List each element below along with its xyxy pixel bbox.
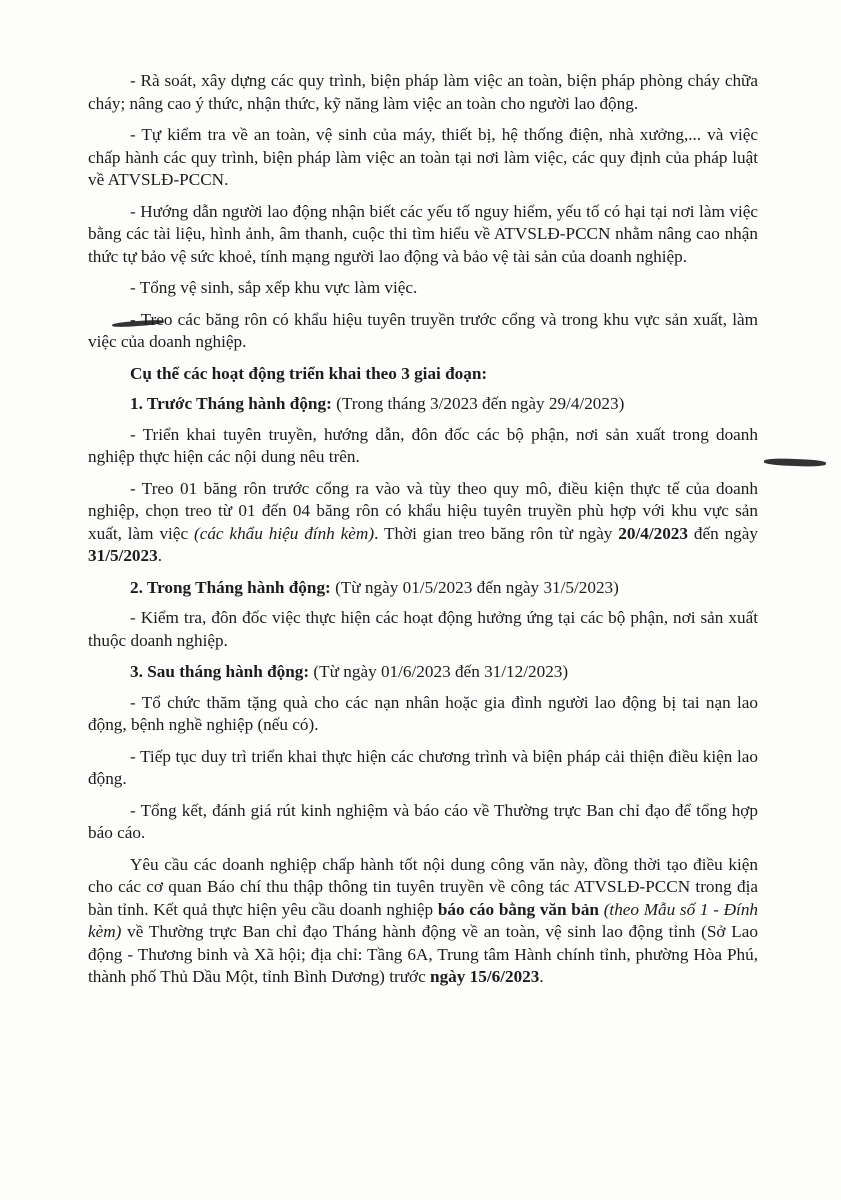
phase1-p2-date-start: 20/4/2023 bbox=[618, 523, 688, 543]
phase1-p2-text-c: đến ngày bbox=[687, 523, 758, 543]
closing-text-a: Yêu cầu các doanh nghiệp chấp hành tốt nội dung công văn này, đồng thời tạo điều kiện cho các cơ quan Báo chí thu thập thông tin tuyên truyền về công tác ATVSLĐ-PCCN trong địa bàn tỉnh. Kết quả thực hiện yêu cầu doanh nghiệp bbox=[88, 854, 758, 919]
paragraph-self-inspection: - Tự kiểm tra về an toàn, vệ sinh của máy, thiết bị, hệ thống điện, nhà xưởng,... và việc chấp hành các quy trình, biện pháp làm việc an toàn tại nơi làm việc, các quy định của pháp luật về ATVSLĐ-PCCN. bbox=[88, 125, 758, 189]
phase2-paragraph-1: - Kiểm tra, đôn đốc việc thực hiện các hoạt động hưởng ứng tại các bộ phận, nơi sản xuất thuộc doanh nghiệp. bbox=[88, 608, 758, 650]
closing-bold-report: báo cáo bằng văn bản bbox=[437, 899, 599, 919]
section-heading: Cụ thể các hoạt động triển khai theo 3 giai đoạn: bbox=[130, 363, 488, 383]
closing-bold-deadline: ngày 15/6/2023 bbox=[430, 967, 540, 986]
phase3-title: 3. Sau tháng hành động: bbox=[130, 662, 310, 681]
phase1-paragraph-1: - Triển khai tuyên truyền, hướng dẫn, đôn đốc các bộ phận, nơi sản xuất trong doanh nghiệp thực hiện các nội dung nêu trên. bbox=[88, 424, 758, 466]
phase1-p2-date-end: 31/5/2023 bbox=[88, 546, 158, 565]
phase1-p2-text-a: - Treo 01 băng rôn trước cổng ra vào và tùy theo quy mô, điều kiện thực tế của doanh nghiệp, chọn treo từ 01 đến 04 băng rôn có khẩu hiệu tuyên truyền phù hợp với khu vực sản xuất, làm việc bbox=[88, 478, 758, 543]
paragraph-banners: - Treo các băng rôn có khẩu hiệu tuyên truyền trước cổng và trong khu vực sản xuất, làm việc của doanh nghiệp. bbox=[88, 309, 758, 351]
phase3-paragraph-2: - Tiếp tục duy trì triển khai thực hiện các chương trình và biện pháp cải thiện điều kiện lao động. bbox=[88, 746, 758, 788]
paragraph-cleaning: - Tổng vệ sinh, sắp xếp khu vực làm việc. bbox=[130, 278, 418, 297]
phase1-heading bbox=[88, 393, 758, 416]
phase1-p2-text-b: . Thời gian treo băng rôn từ ngày bbox=[374, 523, 619, 543]
phase3-paragraph-1: - Tổ chức thăm tặng quà cho các nạn nhân hoặc gia đình người lao động bị tai nạn lao động, bệnh nghề nghiệp (nếu có). bbox=[88, 692, 758, 734]
document-body bbox=[88, 70, 758, 998]
phase2-period: (Từ ngày 01/5/2023 đến ngày 31/5/2023) bbox=[330, 577, 619, 597]
phase2-heading bbox=[88, 577, 758, 600]
phase1-p2-text-d: . bbox=[157, 546, 163, 565]
phase1-p2-italic: (các khẩu hiệu đính kèm) bbox=[193, 523, 375, 543]
paragraph-review-procedures: - Rà soát, xây dựng các quy trình, biện pháp làm việc an toàn, biện pháp phòng cháy chữa cháy; nâng cao ý thức, nhận thức, kỹ năng làm việc an toàn cho người lao động. bbox=[88, 71, 758, 113]
phase2-title: 2. Trong Tháng hành động: bbox=[130, 577, 331, 597]
paragraph-guidance: - Hướng dẫn người lao động nhận biết các yếu tố nguy hiểm, yếu tố có hại tại nơi làm việc bằng các tài liệu, hình ảnh, âm thanh, cuộc thi tìm hiểu về ATVSLĐ-PCCN nhằm nâng cao nhận thức tự bảo vệ sức khoẻ, tính mạng người lao động và bảo vệ tài sản của doanh nghiệp. bbox=[88, 201, 758, 266]
closing-text-c: . bbox=[539, 967, 544, 986]
phase1-title: 1. Trước Tháng hành động: bbox=[130, 394, 332, 413]
closing-italic-form: (theo Mẫu số 1 - Đính kèm) bbox=[88, 899, 759, 941]
phase3-period: (Từ ngày 01/6/2023 đến 31/12/2023) bbox=[309, 662, 569, 681]
phase3-paragraph-3: - Tổng kết, đánh giá rút kinh nghiệm và báo cáo về Thường trực Ban chỉ đạo để tổng hợp báo cáo. bbox=[88, 800, 758, 842]
closing-paragraph bbox=[88, 854, 758, 989]
scan-mark-right bbox=[764, 458, 826, 467]
phase1-paragraph-2 bbox=[88, 478, 758, 568]
closing-text-b: về Thường trực Ban chỉ đạo Tháng hành động về an toàn, vệ sinh lao động tỉnh (Sở Lao động - Thương binh và Xã hội; địa chỉ: Tầng 6A, Trung tâm Hành chính tỉnh, phường Hòa Phú, thành phố Thủ Dầu Một, tỉnh Bình Dương) trước bbox=[88, 922, 758, 986]
phase1-period: (Trong tháng 3/2023 đến ngày 29/4/2023) bbox=[331, 394, 625, 413]
phase3-heading bbox=[88, 661, 758, 684]
